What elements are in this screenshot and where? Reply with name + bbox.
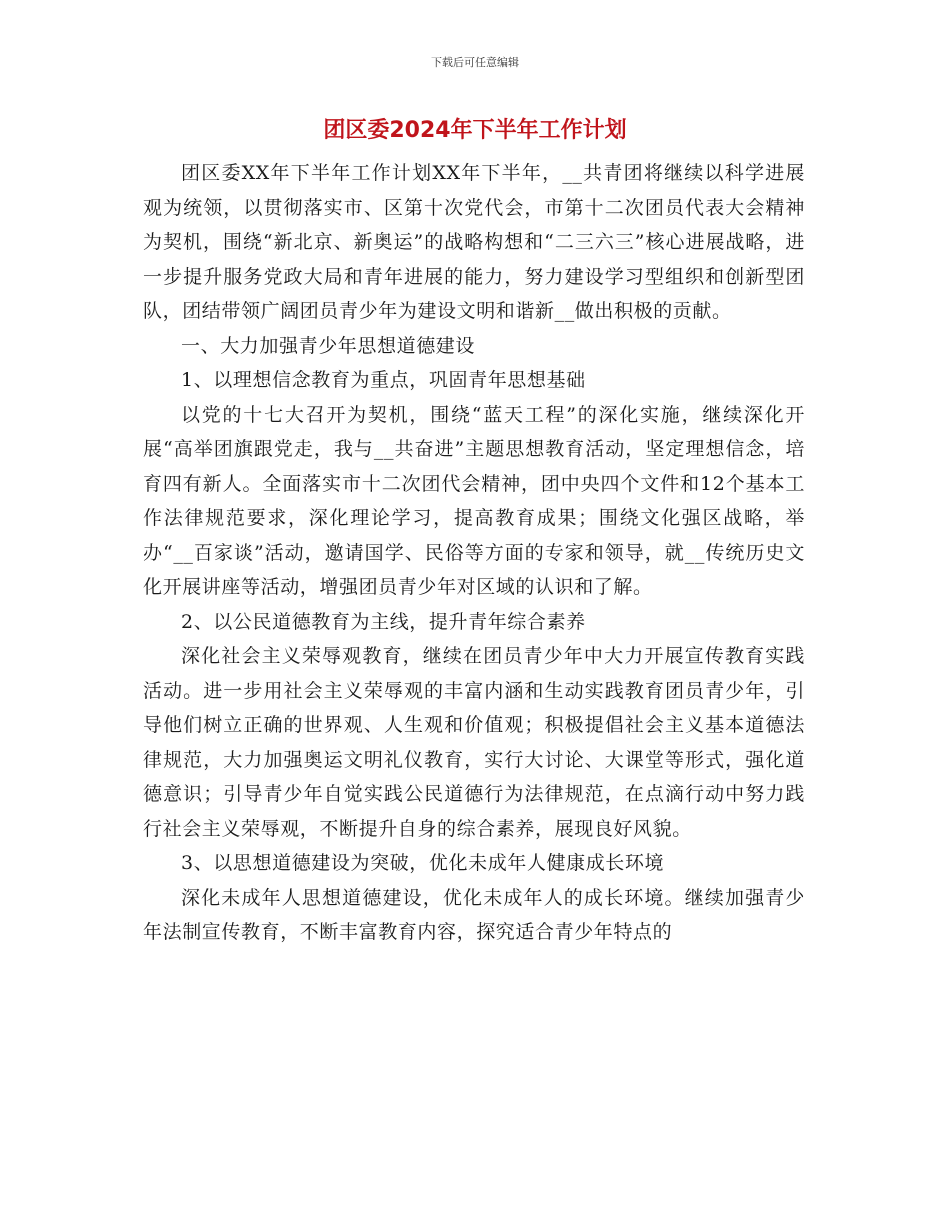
paragraph-intro: 团区委XX年下半年工作计划XX年下半年，__共青团将继续以科学进展观为统领，以贯彻落实市、区第十次党代会，市第十二次团员代表大会精神为契机，围绕“新北京、新奥运”的战略构想和“二三六三”核心进展战略，进一步提升服务党政大局和青年进展的能力，努力建设学习型组织和创新型团队，团结带领广阔团员青少年为建设文明和谐新__做出积极的贡献。 — [143, 162, 805, 322]
paragraph-ideals: 以党的十七大召开为契机，围绕“蓝天工程”的深化实施，继续深化开展“高举团旗跟党走，我与__共奋进”主题思想教育活动，坚定理想信念，培育四有新人。全面落实市十二次团代会精神，团中央四个文件和12个基本工作法律规范要求，深化理论学习，提高教育成果；围绕文化强区战略，举办“__百家谈”活动，邀请国学、民俗等方面的专家和领导，就__传统历史文化开展讲座等活动，增强团员青少年对区域的认识和了解。 — [143, 403, 805, 598]
document-title: 团区委2024年下半年工作计划 — [323, 118, 627, 143]
paragraph-civic-morality: 深化社会主义荣辱观教育，继续在团员青少年中大力开展宣传教育实践活动。进一步用社会主义荣辱观的丰富内涵和生动实践教育团员青少年，引导他们树立正确的世界观、人生观和价值观；积极提倡社会主义基本道德法律规范，大力加强奥运文明礼仪教育，实行大讨论、大课堂等形式，强化道德意识；引导青少年自觉实践公民道德行为法律规范，在点滴行动中努力践行社会主义荣辱观，不断提升自身的综合素养，展现良好风貌。 — [143, 645, 805, 840]
page-header-note: 下载后可任意编辑 — [431, 56, 519, 69]
section-heading-1: 一、大力加强青少年思想道德建设 — [181, 334, 476, 357]
paragraph-minors: 深化未成年人思想道德建设，优化未成年人的成长环境。继续加强青少年法制宣传教育，不断丰富教育内容，探究适合青少年特点的 — [143, 886, 805, 943]
subsection-heading-1: 1、以理想信念教育为重点，巩固青年思想基础 — [181, 369, 586, 391]
subsection-heading-2: 2、以公民道德教育为主线，提升青年综合素养 — [181, 610, 586, 633]
document-body — [143, 156, 805, 950]
subsection-heading-3: 3、以思想道德建设为突破，优化未成年人健康成长环境 — [181, 852, 665, 874]
